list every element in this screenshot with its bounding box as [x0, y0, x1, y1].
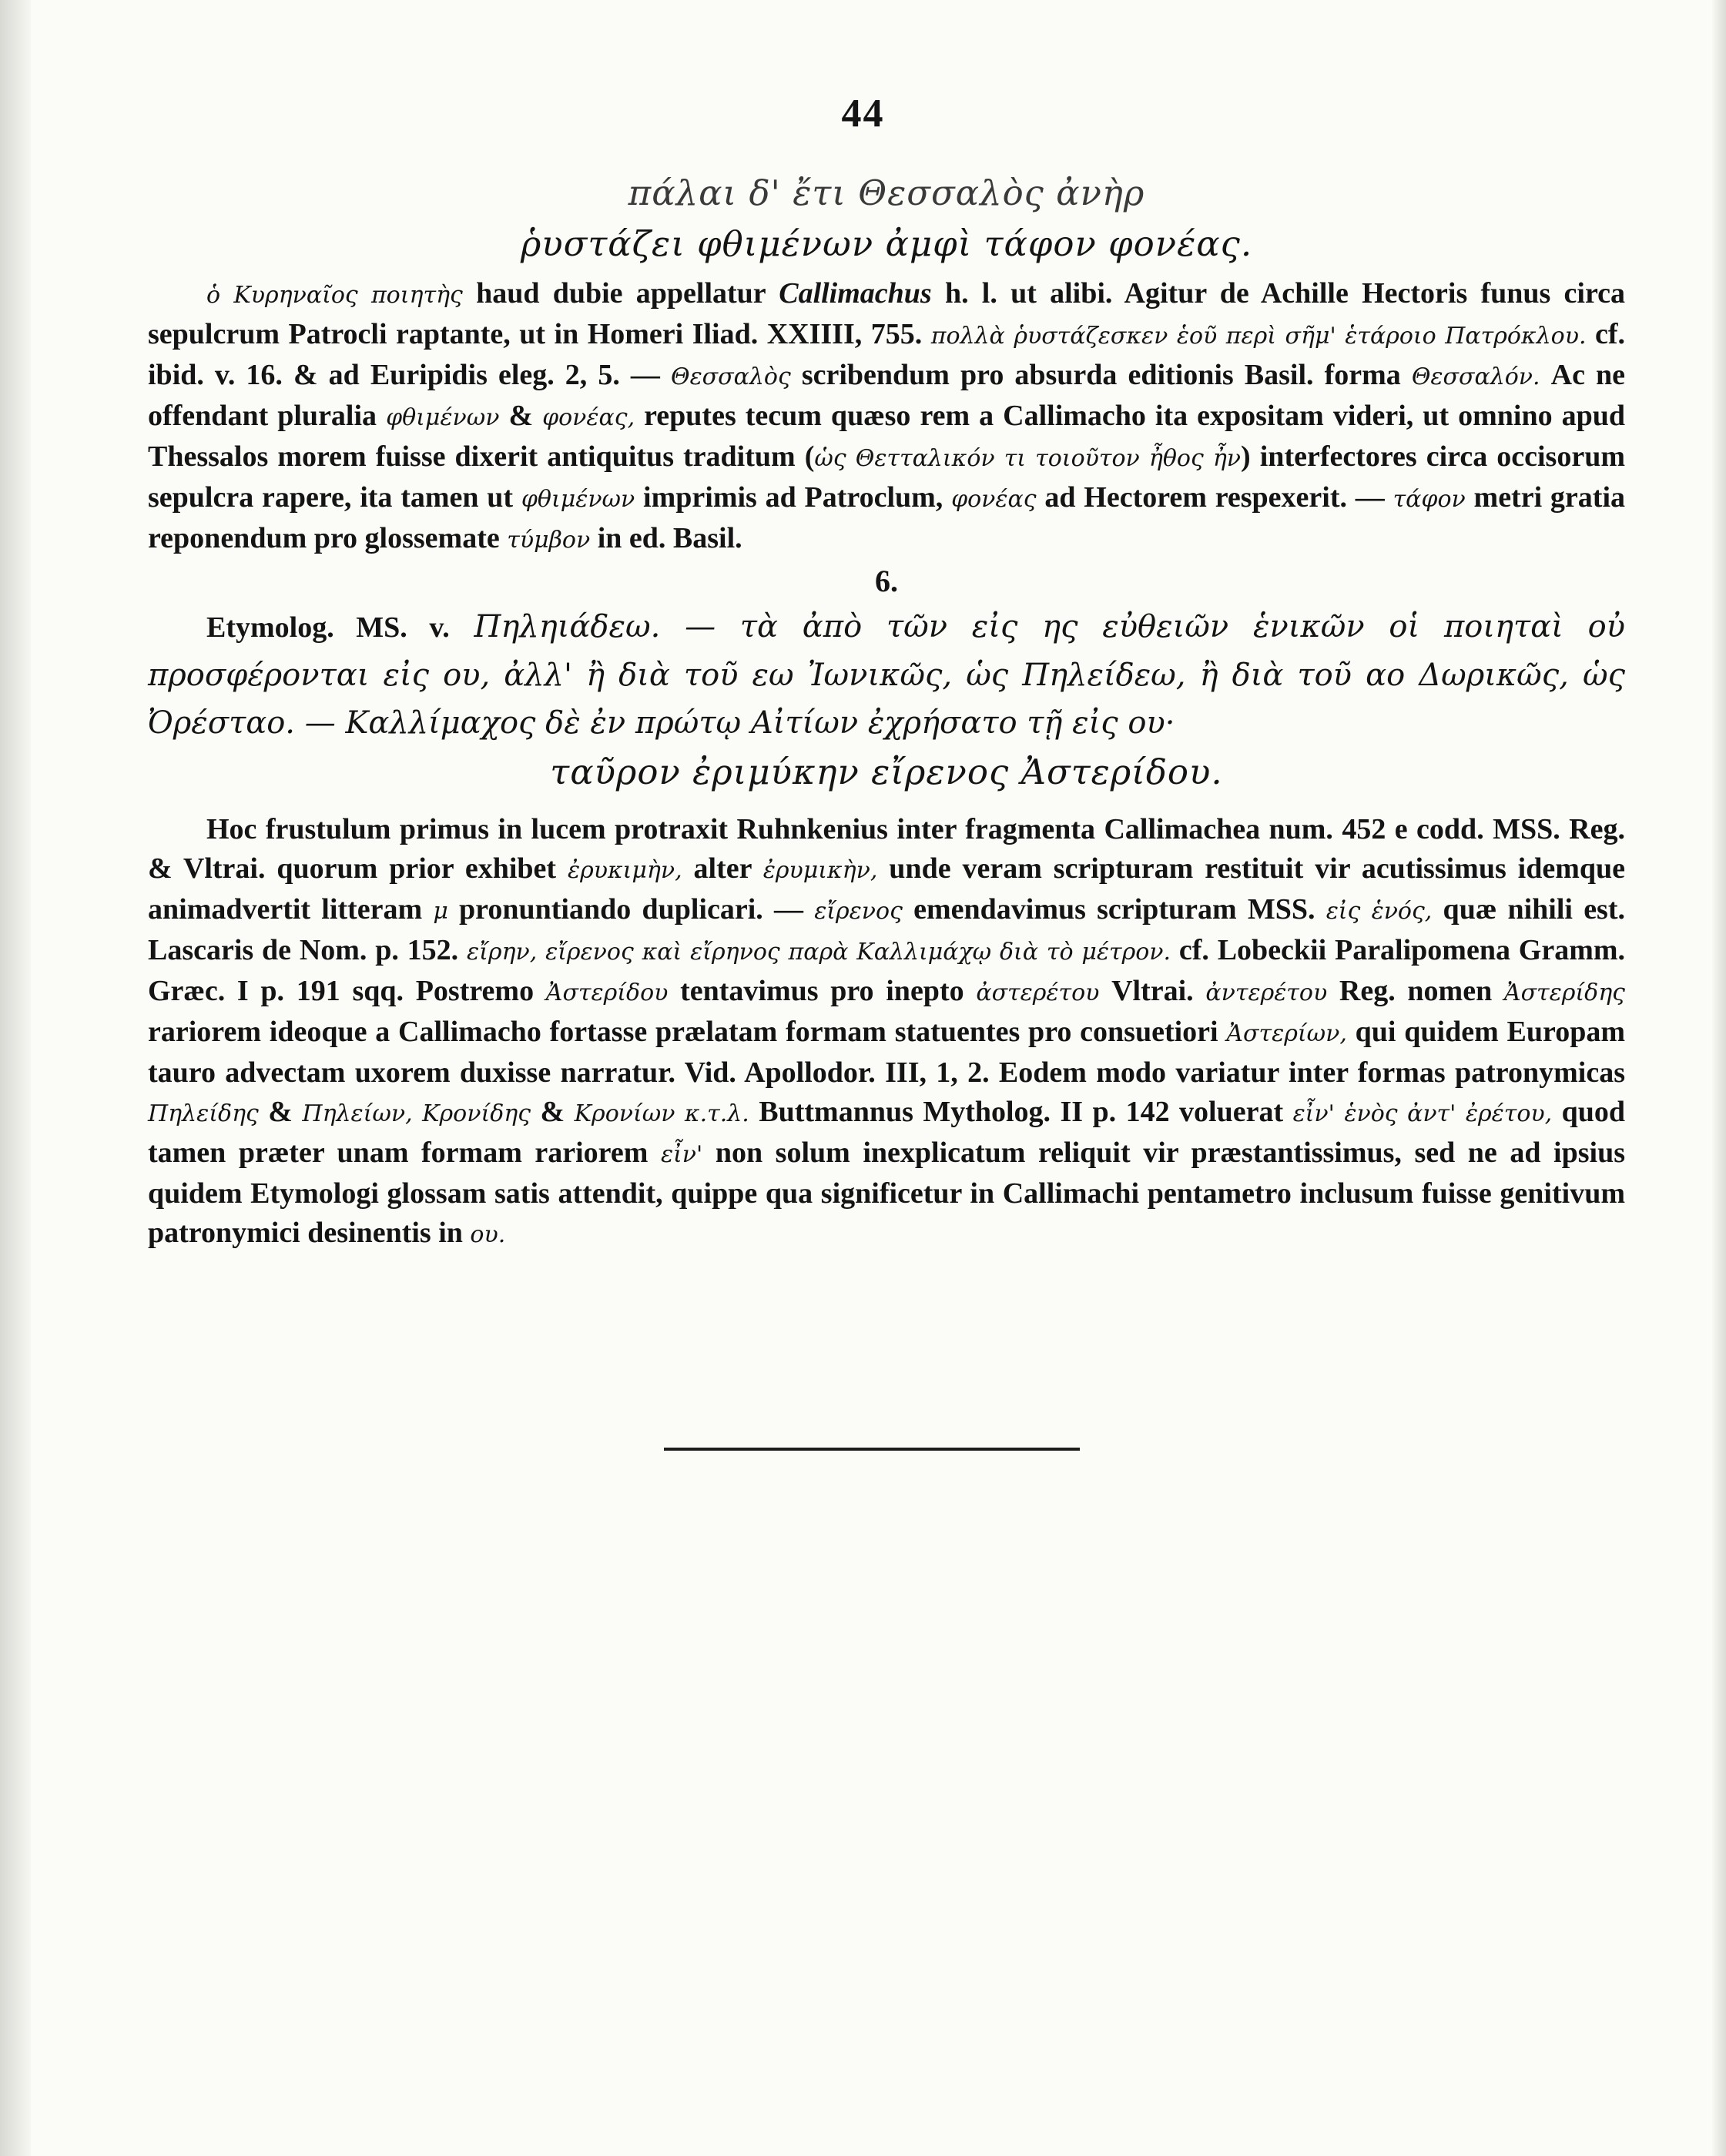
latin-text: h. l. ut alibi. Agitur de Achille Hectoris funus circa sepulcrum Patrocli raptante, ut in Homeri Iliad. XXIIII, 755.: [148, 277, 1625, 350]
latin-text: &: [499, 400, 543, 432]
latin-text: unde veram scripturam restituit vir acutissimus idemque animadvertit litteram: [148, 852, 1625, 926]
greek-phrase: Ἀστερίδου: [545, 979, 669, 1006]
latin-text: scribendum pro absurda editionis Basil. forma: [790, 359, 1412, 391]
verse-line-2: ῥυστάζει φθιμένων ἀμφὶ τάφον φονέας.: [520, 223, 1253, 264]
latin-text: Hoc frustulum primus in lucem protraxit Ruhnkenius inter fragmenta Callimachea num. 452 e codd. MSS. Reg. & Vltrai. quorum prior exhibet: [148, 813, 1625, 885]
commentary-paragraph-1: [148, 274, 1625, 560]
source-citation: Etymolog. MS. v.: [206, 611, 450, 644]
italic-name: Callimachus: [779, 277, 932, 310]
greek-phrase: εἴρην, εἴρενος καὶ εἴρηνος παρὰ Καλλιμάχῳ διὰ τὸ μέτρον.: [466, 939, 1171, 966]
latin-text: reputes tecum quæso rem a Callimacho ita expositam videri, ut omnino apud Thessalos morem fuisse dixerit antiquitus traditum (: [148, 400, 1625, 473]
commentary-paragraph-2: [148, 810, 1625, 1254]
latin-text: alter: [682, 852, 763, 885]
verse-line-1: πάλαι δ' ἔτι Θεσσαλὸς ἀνὴρ: [628, 172, 1145, 213]
section-divider-rule: [664, 1448, 1080, 1451]
latin-text: quæ nihili est. Lascaris de Nom. p. 152.: [148, 893, 1625, 966]
latin-text: Buttmannus Mytholog. II p. 142 voluerat: [749, 1096, 1293, 1128]
latin-text: non solum inexplicatum reliquit vir præstantissimus, sed ne ad ipsius quidem Etymologi glossam satis attendit, quippe qua significetur in Callimachi pentametro inclusum fuisse genitivum patronymici desinentis in: [148, 1137, 1625, 1249]
latin-text: quod tamen præter unam formam rariorem: [148, 1096, 1626, 1169]
greek-phrase: ἀστερέτου: [976, 979, 1100, 1006]
greek-phrase: Πηλείδης: [148, 1100, 259, 1127]
greek-quotation: Πηληιάδεω. — τὰ ἀπὸ τῶν εἰς ης εὐθειῶν ἑνικῶν οἱ ποιηταὶ οὐ προσφέρονται εἰς ου, ἀλλ' ἢ διὰ τοῦ εω Ἰωνικῶς, ὡς Πηλείδεω, ἢ διὰ τοῦ αο Δωρικῶς, ὡς Ὀρέσταο. — Καλλίμαχος δὲ ἐν πρώτῳ Αἰτίων ἐχρήσατο τῇ εἰς ου·: [148, 609, 1625, 741]
greek-phrase: μ: [433, 898, 448, 925]
latin-text: qui quidem Europam tauro advectam uxorem duxisse narratur. Vid. Apollodor. III, 1, 2. Eodem modo variatur inter formas patronymicas: [148, 1016, 1625, 1089]
greek-phrase: Θεσσαλὸς: [670, 363, 791, 390]
greek-phrase: Ἀστερίων,: [1226, 1020, 1347, 1047]
latin-text: emendavimus scripturam MSS.: [902, 893, 1326, 926]
latin-text: cf. ibid. v. 16. & ad Euripidis eleg. 2, 5. —: [148, 318, 1625, 391]
latin-text: imprimis ad Patroclum,: [635, 481, 952, 514]
latin-text: ) interfectores circa occisorum sepulcra rapere, ita tamen ut: [148, 440, 1625, 514]
section-number: 6.: [875, 564, 898, 598]
greek-phrase: Ἀστερίδης: [1503, 979, 1625, 1006]
greek-phrase: ἐρυμικὴν,: [762, 857, 878, 884]
greek-phrase: ὁ Κυρηναῖος ποιητὴς: [206, 282, 463, 309]
greek-phrase: εἶν': [660, 1141, 703, 1168]
greek-phrase: τάφον: [1393, 486, 1466, 513]
greek-phrase: εἴρενος: [814, 898, 903, 925]
greek-phrase: φθιμένων: [386, 404, 500, 431]
greek-phrase: ου.: [470, 1221, 506, 1248]
greek-phrase: ἀντερέτου: [1205, 979, 1328, 1006]
latin-text: &: [258, 1096, 303, 1128]
latin-text: &: [531, 1096, 575, 1128]
greek-phrase: φθιμένων: [521, 486, 635, 513]
latin-text: in ed. Basil.: [590, 522, 742, 554]
latin-text: haud dubie appellatur: [462, 277, 779, 310]
latin-text: Vltrai.: [1099, 975, 1206, 1007]
greek-phrase: φονέας: [951, 486, 1037, 513]
etymologicum-quotation: [148, 603, 1625, 747]
text-block: [148, 168, 1625, 1254]
page-number: 44: [841, 92, 885, 136]
greek-phrase: Κρονίων κ.τ.λ.: [574, 1100, 749, 1127]
greek-phrase: πολλὰ ῥυστάζεσκεν ἑοῦ περὶ σῆμ' ἑτάροιο Πατρόκλου.: [930, 323, 1587, 350]
latin-text: cf. Lobeckii Paralipomena Gramm. Græc. I p. 191 sqq. Postremo: [148, 934, 1625, 1007]
fragment-verse: ταῦρον ἐριμύκην εἴρενος Ἀστερίδου.: [550, 752, 1223, 792]
latin-text: rariorem ideoque a Callimacho fortasse prælatam formam statuentes pro consuetiori: [148, 1016, 1227, 1048]
greek-phrase: ὡς Θετταλικόν τι τοιοῦτον ἦθος ἦν: [814, 445, 1242, 472]
latin-text: metri gratia reponendum pro glossemate: [148, 481, 1626, 554]
greek-phrase: τύμβον: [507, 527, 591, 554]
greek-phrase: Πηλείων, Κρονίδης: [302, 1100, 531, 1127]
greek-phrase: εἶν' ἑνὸς ἀντ' ἐρέτου,: [1292, 1100, 1553, 1127]
greek-phrase: εἰς ἑνός,: [1326, 898, 1433, 925]
latin-text: Reg. nomen: [1327, 975, 1504, 1007]
greek-phrase: Θεσσαλόν.: [1411, 363, 1540, 390]
greek-phrase: φονέας,: [542, 404, 635, 431]
greek-phrase: ἐρυκιμὴν,: [567, 857, 682, 884]
latin-text: tentavimus pro inepto: [668, 975, 977, 1007]
latin-text: ad Hectorem respexerit. —: [1036, 481, 1393, 514]
latin-text: Ac ne offendant pluralia: [148, 359, 1625, 432]
latin-text: pronuntiando duplicari. —: [447, 893, 815, 926]
